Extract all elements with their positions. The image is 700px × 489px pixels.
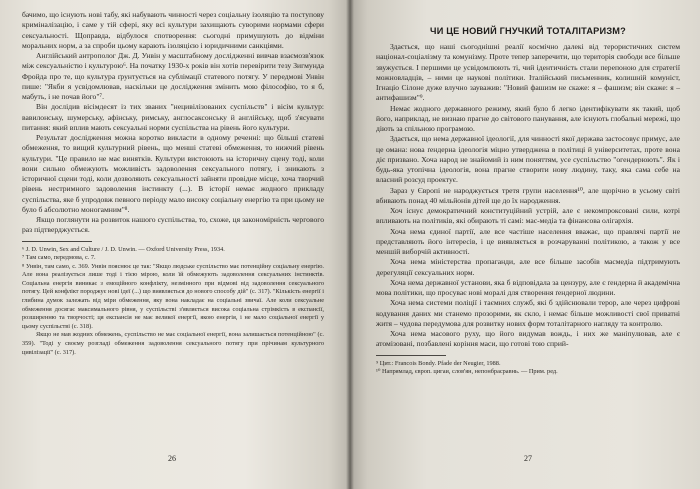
paragraph: Результат дослідження можна коротко викласти в одному реченні: що більші статеві обмеження, то вищий культурний рівень, що менші статеві обмеження, то нижчий рівень культури. "Це правило не має винятків. Культури вистоюють на історичну сцену тоді, коли вони сильно обмежують можливість задоволення сексуального потягу, і зникають з історичної сцени тоді, коли дозволяють сексуальності зайняти провідне місце, хоча творчий рівень нестримного задоволення інстинкту (...). В історії немає жодного прикладу суспільства, яке б упродовж певного періоду мало високу соціальну енергію та при цьому не було б абсолютно моногамним"⁸. bbox=[22, 133, 324, 214]
footnote: ⁹ Цит.: Francois Bondy. Pfade der Neugier, 1988. bbox=[376, 359, 501, 367]
right-footnotes bbox=[376, 360, 680, 377]
right-body-text bbox=[376, 42, 680, 350]
right-page bbox=[350, 0, 700, 489]
paragraph: Хоч існує демократичний конституційний устрій, але є некомпроксовані сили, котрі впливають на політиків, які обирають ті самі: мас-медіа та фінансова олігархія. bbox=[376, 206, 680, 226]
paragraph: Зараз у Європі не народжується третя групи населення¹⁰, але щорічно в усьому світі вбивають понад 40 мільйонів дітей ще до їх народження. bbox=[376, 185, 680, 205]
footnote: ¹⁰ Напрямлад, європ. цигаи, слов'ян, непонбрасравнь. — Прим. ред. bbox=[376, 368, 558, 376]
paragraph: Немає жодного державного режиму, який було б легко ідентифікувати як такий, щоб його, наприклад, не визнаю прагне до світового панування, але існують глобальні мережі, що діють за спільною програмою. bbox=[376, 103, 680, 133]
paragraph: Англійський антрополог Дж. Д. Унвін у масштабному дослідженні вивчав взаємозв'язок між сексуальністю і культурою⁶. На початку 1930-х років він хотів перевірити тезу Зигмунда Фройда про те, що культура ґрунтується на сублімації статевого потягу. У передмові Унвін пише: "Якби я усвідомлював, наскільки це дослідження змінить мою філософію, то я б, мабуть, і не почав його"⁷. bbox=[22, 51, 324, 101]
footnote: ⁸ Унвін, там само, с. 369. Унвін пояснює це так: "Якщо людське суспільство має потенційну соціальну енергію. Але вона реалізується лише тоді і тією мірою, коли їй обмежують задоволення сексуальних інстинктів. Соціальна енергія виникає з емоційного конфлікту, незмінного при відмові від задоволення сексуального потягу. Цей конфлікт породжує нові ідеї (...) що виявляється до нового способу дій" (с. 317). "Кількість енергії і глибина думок залежать від міри обмеження, яку вона накладає на соціальні звичаї. Але коли сексуальне обмеження досягає максимального рівня, у суспільстві з'являється висока соціальна стрімкість в експансії, розширенню та творчості; ця експансія не має великої енергії, якою енергія, і не мало соціальної енергії у цьому суспільстві (с. 318). bbox=[22, 262, 324, 330]
paragraph: Він дослідив вісімдесят із тих званих "нецивілізованих суспільств" і вісім культур: вавилонську, шумерську, афінську, римську, англосаксонську й англійську, щоб з'ясувати питання: який вплив мають сексуальні норми суспільства на рівень його культури. bbox=[22, 102, 324, 132]
paragraph: Хоча нема єдиної партії, але все частіше населення вважає, що правлячі партії не представляють його інтересів, і це виявляється в розчаруванні політикою, а також у все меншій виборчій активності. bbox=[376, 226, 680, 256]
page-number: 26 bbox=[168, 454, 176, 463]
page-number: 27 bbox=[524, 454, 532, 463]
left-footnotes bbox=[22, 246, 324, 358]
footnote: Якщо не мав жодних обмежень, суспільство не має соціальної енергії, вона залишається потенційною" (с. 359). "Тоді у своєму розгладі обмеження задоволення сексуального потягу при прічинам культурного цивілізації" (с. 317). bbox=[22, 331, 324, 356]
paragraph: Хоча нема державної установи, яка б відповідала за цензуру, але є ґендерна й академічна мова політики, що просуває нові моралі для створення ґендерної людини. bbox=[376, 277, 680, 297]
paragraph: бачимо, що існують нові табу, які набувають чинності через соціальну ізоляцію та поступову криміналізацію, і саме у тій сфері, яку всі культури захищають суворими нормами сфери сексуальності. Щоправда, відбулося спотворення: сьогодні примушують до відміни моральних норм, а за спроби цьому карають ізоляцією і юридичними санкціями. bbox=[22, 10, 324, 50]
paragraph: Якщо поглянути на розвиток нашого суспільства, то, схоже, ця закономірність чергового раз підтверджується. bbox=[22, 215, 324, 235]
footnote: ⁷ Там само, передмова, с. 7. bbox=[22, 254, 96, 262]
left-body-text bbox=[22, 10, 324, 236]
paragraph: Хоча нема системи поліції і таємних служб, які б здійснювали терор, але через цифрові кодування даних ми станемо прозорими, як скло, і немає більше можливості свої приватні житя – чудова передумова для розвитку нових форм тоталітарного нагляду та контролю. bbox=[376, 298, 680, 328]
footnote-divider bbox=[22, 241, 92, 242]
paragraph: Хоча нема міністерства пропаганди, але все більше засобів масмедіа підтримують дерегуляції сексуальних норм. bbox=[376, 257, 680, 277]
paragraph: Хоча нема масового руху, що його видумав вождь, і них же маніпулював, але є атомізовані, позбавлені коріння маси, що готові тою сприй- bbox=[376, 329, 680, 349]
paragraph: Здається, що нема державної ідеології, для чинності якої держава застосовує примус, але це омана: нова ґендерна ідеологія міцно утверджена в політиці й університетах, проте вона діє призвано. Хоча народ не знайомий із ним поняттям, усе суспільство "огендерюють". Як і будь-яка утопічна ідеологія, вона прагне створити нову людину, таку, яка сама себе на власний розсуд проектує. bbox=[376, 134, 680, 185]
section-title: ЧИ ЦЕ НОВИЙ ГНУЧКИЙ ТОТАЛІТАРИЗМ? bbox=[430, 26, 626, 36]
footnote: ⁶ J. D. Unwin, Sex and Culture / J. D. Unwin. — Oxford University Press, 1934. bbox=[22, 245, 225, 253]
footnote-divider bbox=[376, 355, 446, 356]
book-gutter-shadow bbox=[346, 0, 354, 489]
paragraph: Здається, що наші сьогоднішні реалії космічно далекі від терористичних систем націонал-соціалізму та комунізму. Проте тепер заперечити, що територія свободи все більше звужується. І першими це усвідомлюють ті, чий ідентичність стали перепоною для стратегії можновладців, – ними це наукові політики. Італійський письменник, колишній комуніст, Ігнаціо Сілоне дуже влучно зауважив: "Новий фашизм не скаже: я – фашизм; він скаже: я – антифашизм"⁹. bbox=[376, 42, 680, 103]
